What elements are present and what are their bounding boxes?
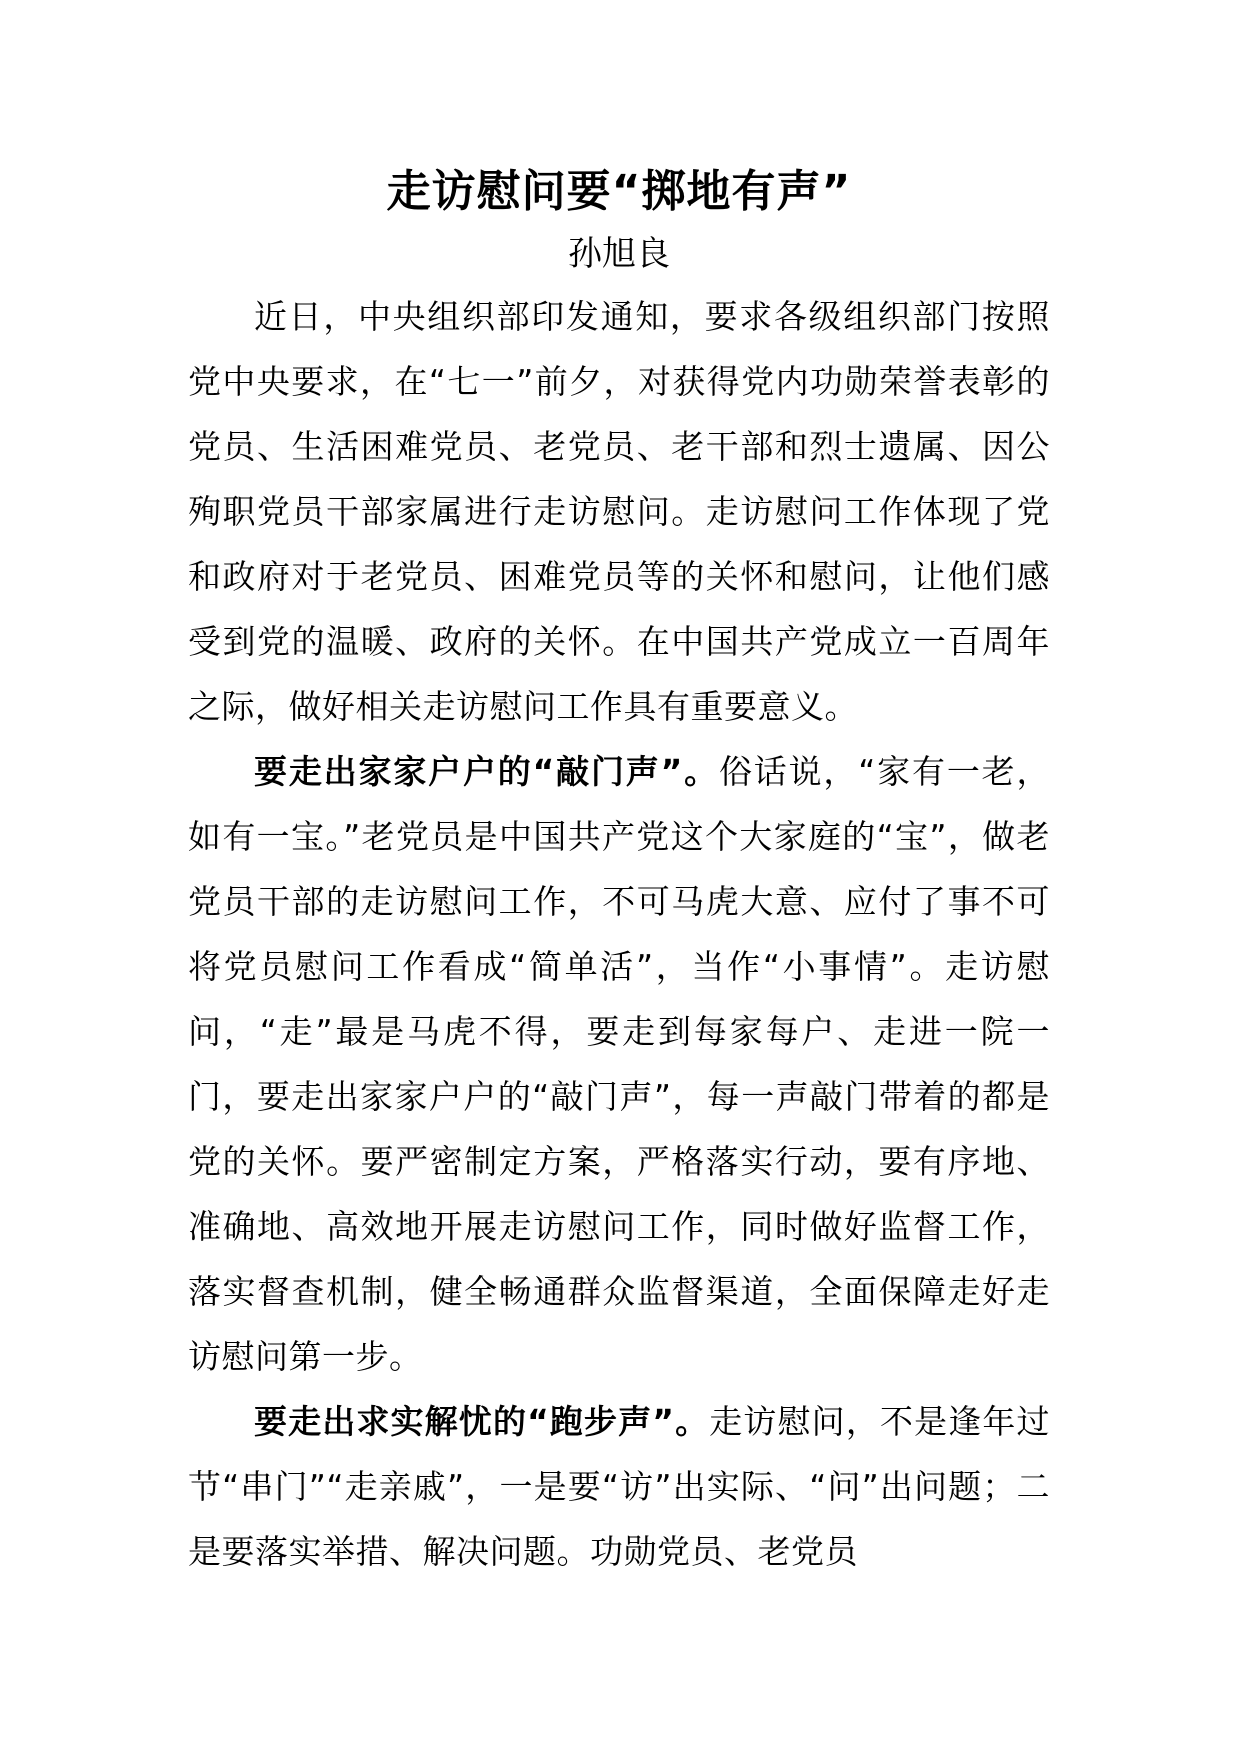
paragraph-2-lead: 要走出家家户户的“敲门声”。	[254, 752, 719, 791]
paragraph-1	[188, 284, 1050, 739]
document-author: 孙旭良	[568, 234, 670, 274]
paragraph-3-text: 走访慰问，不是逢年过节“串门”“走亲戚”，一是要“访”出实际、“问”出问题；二是要落实举措、解决问题。功勋党员、老党员	[188, 1402, 1050, 1571]
paragraph-3	[188, 1389, 1050, 1584]
paragraph-1-text: 近日，中央组织部印发通知，要求各级组织部门按照党中央要求，在“七一”前夕，对获得党内功勋荣誉表彰的党员、生活困难党员、老党员、老干部和烈士遗属、因公殉职党员干部家属进行走访慰问。走访慰问工作体现了党和政府对于老党员、困难党员等的关怀和慰问，让他们感受到党的温暖、政府的关怀。在中国共产党成立一百周年之际，做好相关走访慰问工作具有重要意义。	[188, 297, 1050, 726]
document-page	[188, 160, 1050, 1584]
paragraph-2-text: 俗话说，“家有一老，如有一宝。”老党员是中国共产党这个大家庭的“宝”，做老党员干部的走访慰问工作，不可马虎大意、应付了事不可将党员慰问工作看成“简单活”，当作“小事情”。走访慰问，“走”最是马虎不得，要走到每家每户、走进一院一门，要走出家家户户的“敲门声”，每一声敲门带着的都是党的关怀。要严密制定方案，严格落实行动，要有序地、准确地、高效地开展走访慰问工作，同时做好监督工作，落实督查机制，健全畅通群众监督渠道，全面保障走好走访慰问第一步。	[188, 752, 1050, 1376]
document-title: 走访慰问要“掷地有声”	[386, 166, 852, 217]
paragraph-2	[188, 739, 1050, 1389]
paragraph-3-lead: 要走出求实解忧的“跑步声”。	[254, 1402, 710, 1441]
